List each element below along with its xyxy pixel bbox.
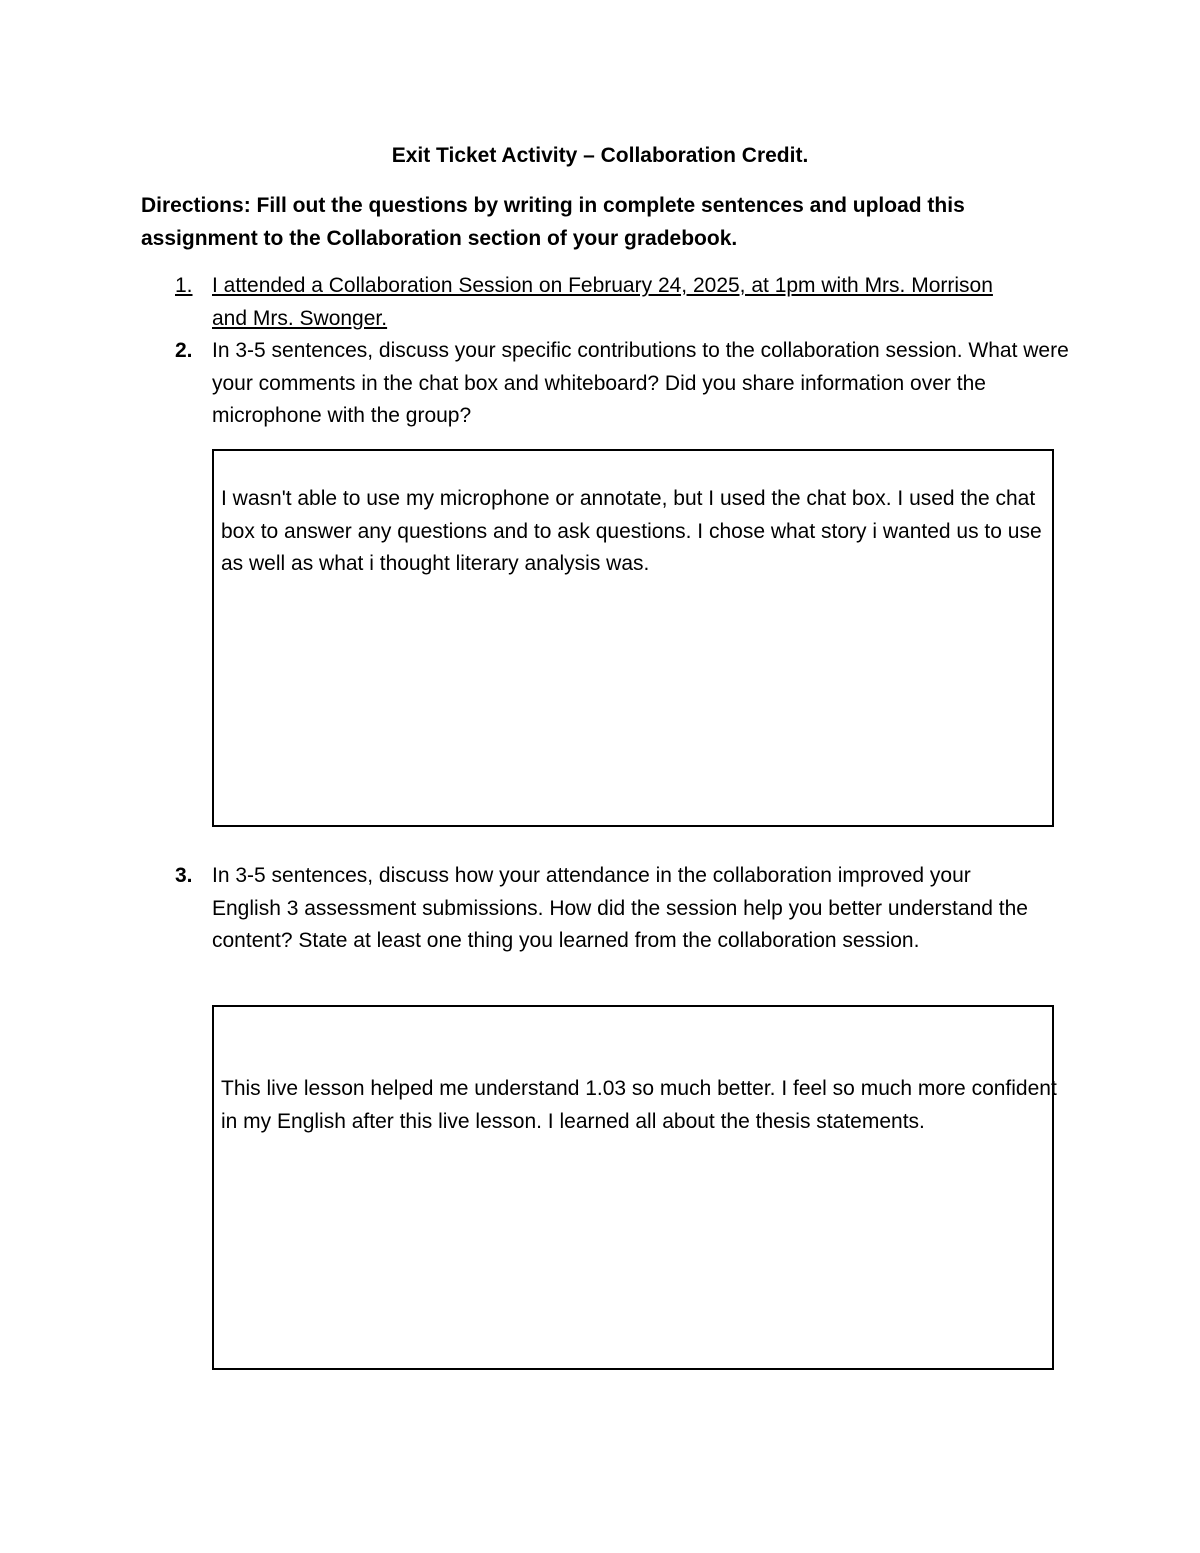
document-title: Exit Ticket Activity – Collaboration Credit. [391,144,809,167]
item-3-number: 3. [175,864,193,887]
item-2-answer-text: I wasn't able to use my microphone or annotate, but I used the chat box. I used the chat box to answer any questions and to ask questions. I chose what story i wanted us to use as well as what i thought literary analysis was. [221,487,1042,575]
item-3-answer-box[interactable] [212,1005,1054,1370]
item-3-question: In 3-5 sentences, discuss how your attendance in the collaboration improved your English 3 assessment submissions. How did the session help you better understand the content? State at least one thing you learned from the collaboration session. [212,864,1028,952]
directions-text: Directions: Fill out the questions by writing in complete sentences and upload this assignment to the Collaboration section of your gradebook. [141,194,965,250]
item-2-number: 2. [175,339,193,362]
item-2-question: In 3-5 sentences, discuss your specific contributions to the collaboration session. What were your comments in the chat box and whiteboard? Did you share information over the microphone with the group? [212,339,1069,427]
item-1-number: 1. [175,274,193,297]
item-3-answer-text: This live lesson helped me understand 1.03 so much better. I feel so much more confident in my English after this live lesson. I learned all about the thesis statements. [221,1077,1057,1133]
item-1-statement: I attended a Collaboration Session on February 24, 2025, at 1pm with Mrs. Morrison and Mrs. Swonger. [212,274,993,330]
